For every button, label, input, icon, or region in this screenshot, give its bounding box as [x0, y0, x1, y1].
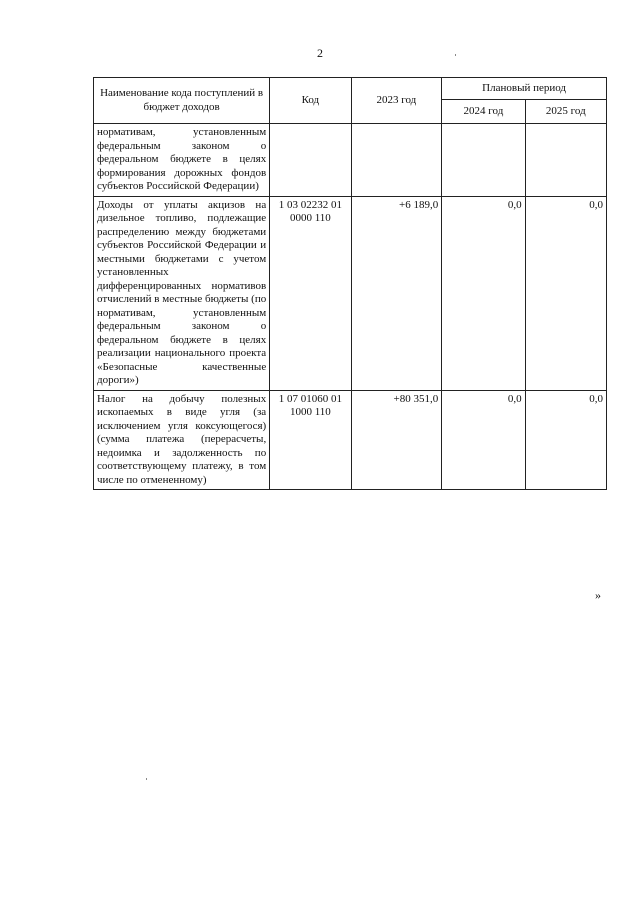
revenue-table: [93, 77, 607, 490]
row-2025: 0,0: [525, 390, 606, 490]
header-2024: 2024 год: [442, 100, 525, 124]
page-number: 2: [317, 46, 323, 60]
table-row: [94, 124, 607, 197]
header-code: Код: [270, 78, 351, 124]
row-code: 1 07 01060 01 1000 110: [270, 390, 351, 490]
row-name: нормативам, установленным федеральным законом о федеральном бюджете в целях формирования дорожных фондов субъектов Российской Федерации): [94, 124, 270, 197]
table-row: [94, 196, 607, 390]
row-2023: +80 351,0: [351, 390, 442, 490]
row-code: 1 03 02232 01 0000 110: [270, 196, 351, 390]
row-2025: [525, 124, 606, 197]
row-2024: [442, 124, 525, 197]
header-name: Наименование кода поступлений в бюджет доходов: [94, 78, 270, 124]
header-2025: 2025 год: [525, 100, 606, 124]
row-2024: 0,0: [442, 196, 525, 390]
row-2023: +6 189,0: [351, 196, 442, 390]
row-2025: 0,0: [525, 196, 606, 390]
row-2023: [351, 124, 442, 197]
table-row: [94, 390, 607, 490]
closing-quote-mark: »: [595, 588, 601, 602]
header-planning-period: Плановый период: [442, 78, 607, 100]
row-2024: 0,0: [442, 390, 525, 490]
row-name: Налог на добычу полезных ископаемых в виде угля (за исключением угля коксующегося) (сумма платежа (перерасчеты, недоимка и задолженность по соответствующему платежу, в том числе по отмененному): [94, 390, 270, 490]
row-code: [270, 124, 351, 197]
row-name: Доходы от уплаты акцизов на дизельное топливо, подлежащие распределению между бюджетами субъектов Российской Федерации и местными бюджетами с учетом установленных дифференцированных нормативов отчислений в местные бюджеты (по нормативам, установленным федеральным законом о федеральном бюджете в целях реализации национального проекта «Безопасные качественные дороги»): [94, 196, 270, 390]
header-2023: 2023 год: [351, 78, 442, 124]
scan-speck: [146, 778, 147, 780]
scan-speck: [455, 54, 456, 56]
